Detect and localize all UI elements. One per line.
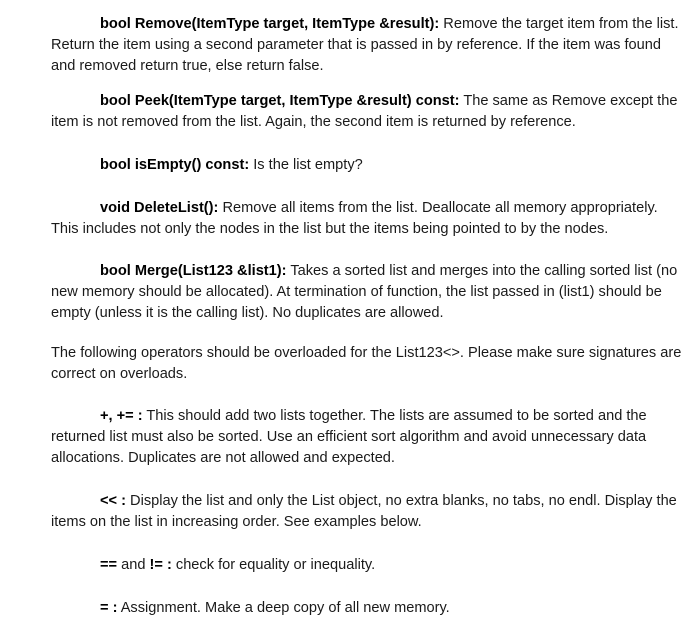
operator-signature: = : [100, 600, 118, 616]
method-isempty [51, 155, 685, 176]
method-peek [51, 91, 685, 133]
operators-intro: The following operators should be overloaded for the List123<>. Please make sure signatures are correct on overloads. [51, 345, 682, 382]
method-signature: bool Merge(List123 &list1): [100, 263, 287, 279]
method-deletelist [51, 198, 685, 240]
method-signature: bool isEmpty() const: [100, 157, 250, 173]
method-signature: void DeleteList(): [100, 200, 219, 216]
operator-signature: << : [100, 493, 126, 509]
operator-signature-eq: == [100, 557, 118, 573]
method-description: Takes a sorted list and merges into the calling sorted list (no new memory should be allocated). At termination of function, the list passed in (list1) should be empty (unless it is the calling list). No duplicates are allowed. [51, 263, 678, 321]
operator-signature: +, += : [100, 408, 143, 424]
operator-description: This should add two lists together. The lists are assumed to be sorted and the returned list must also be sorted. Use an efficient sort algorithm and avoid unnecessary data allocations. Duplicates are not allowed and expected. [51, 408, 647, 466]
method-description: Remove the target item from the list. Return the item using a second parameter that is passed in by reference. If the item was found and removed return true, else return false. [51, 16, 679, 74]
method-description: Remove all items from the list. Deallocate all memory appropriately. This includes not only the nodes in the list but the items being pointed to by the nodes. [51, 200, 658, 237]
operator-plus [51, 406, 685, 469]
method-remove [51, 14, 685, 77]
operator-equality [51, 555, 685, 576]
method-merge [51, 261, 685, 324]
operator-signature-neq: != : [149, 557, 172, 573]
operator-description: check for equality or inequality. [175, 557, 376, 573]
method-signature: bool Peek(ItemType target, ItemType &result) const: [100, 93, 460, 109]
operator-description: Display the list and only the List object, no extra blanks, no tabs, no endl. Display the items on the list in increasing order. See examples below. [51, 493, 677, 530]
method-description: The same as Remove except the item is not removed from the list. Again, the second item is returned by reference. [51, 93, 678, 130]
operator-stream [51, 491, 685, 533]
operator-description: Assignment. Make a deep copy of all new memory. [120, 600, 450, 616]
method-description: Is the list empty? [253, 157, 363, 173]
method-signature: bool Remove(ItemType target, ItemType &result): [100, 16, 440, 32]
operator-joiner: and [121, 557, 146, 573]
operator-assign [51, 598, 685, 619]
